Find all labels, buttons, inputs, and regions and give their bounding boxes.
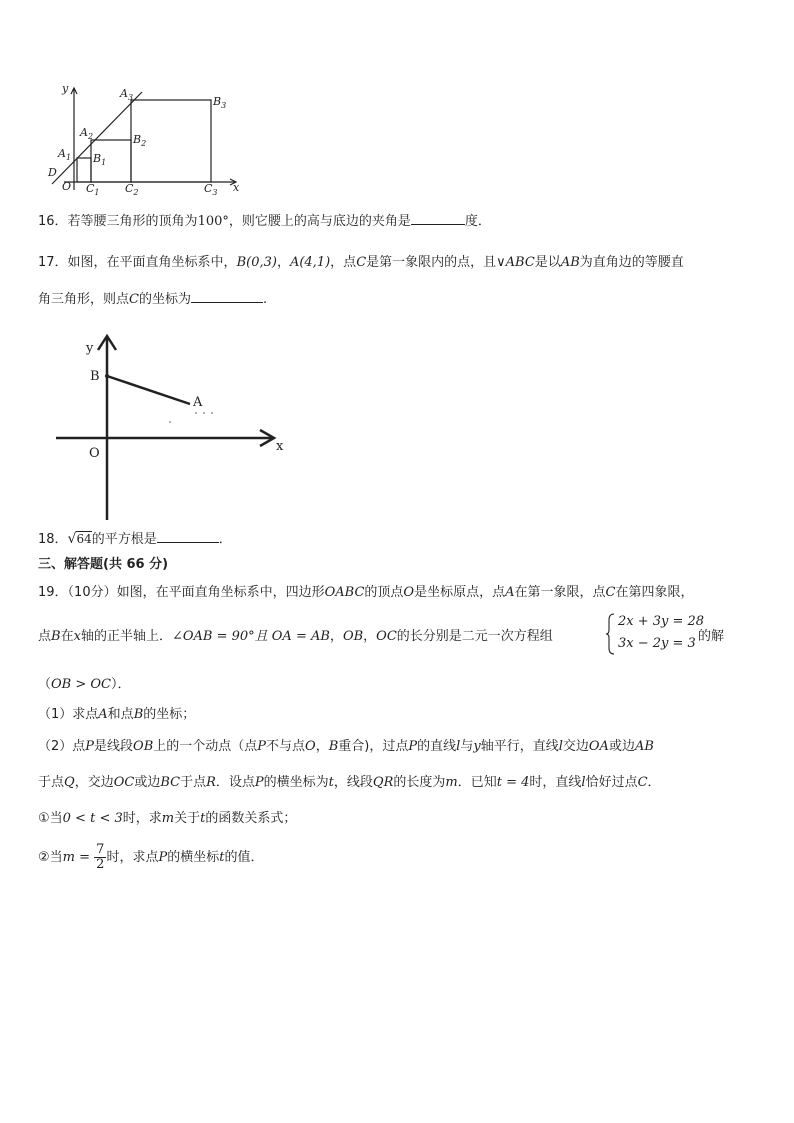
- question-18: 18．√64的平方根是 ．: [38, 531, 232, 547]
- svg-text:D: D: [48, 166, 57, 179]
- fraction: $\frac{7}{2}$: [96, 842, 105, 872]
- segment-ab: [107, 376, 190, 404]
- part-2-line-1: （2）点P是线段OB上的一个动点（点P不与点O，B重合)，过点P的直线l与y轴平行，直线l交边OA或边AB: [38, 739, 654, 754]
- question-17: 17．如图，在平面直角坐标系中，B(0,3)，A(4,1)，点C是第一象限内的点，且∨ABC是以AB为直角边的等腰直: [38, 255, 684, 270]
- answer-blank[interactable]: [157, 530, 219, 543]
- equation-suffix: 的解: [698, 629, 725, 644]
- svg-text:C3: $C_3$: [204, 182, 218, 197]
- sub-question-2: ②当m = $\frac{7}{2}$ 时，求点P的横坐标t的值．: [38, 842, 264, 872]
- section-title: 三、解答题(共 66 分): [38, 557, 169, 572]
- svg-text:A3: $A_3$: [120, 87, 134, 102]
- svg-text:B3: $B_3$: [213, 95, 227, 110]
- svg-text:A2: $A_2$: [80, 126, 94, 141]
- question-16: 16．若等腰三角形的顶角为100°，则它腰上的高与底边的夹角是 度．: [38, 214, 491, 229]
- part-1: （1）求点A和点B的坐标；: [38, 707, 196, 722]
- sqrt: √64: [67, 531, 92, 547]
- figure-1: [40, 80, 250, 198]
- svg-text:y: y: [62, 82, 69, 95]
- svg-text:y: y: [86, 341, 94, 356]
- sub-question-1: ①当0 < t < 3时，求m关于t的函数关系式；: [38, 811, 297, 826]
- svg-text:C2: $C_2$: [125, 182, 139, 197]
- svg-text:O: O: [89, 446, 100, 461]
- svg-text:x: x: [233, 181, 240, 194]
- svg-text:O: O: [62, 180, 72, 193]
- answer-blank[interactable]: [191, 290, 263, 303]
- figure-2: [52, 330, 292, 525]
- svg-text:A: A: [193, 395, 203, 410]
- question-17-line-2: 角三角形，则点C的坐标为 .: [38, 292, 268, 307]
- question-19-line-1: 19．（10分）如图，在平面直角坐标系中，四边形OABC的顶点O是坐标原点，点A在第一象限，点C在第四象限，: [38, 585, 694, 600]
- svg-text:B2: $B_2$: [133, 133, 147, 148]
- svg-text:A1: $A_1$: [58, 147, 72, 162]
- question-number: 16．: [38, 214, 68, 229]
- line-d: [52, 92, 142, 184]
- answer-blank[interactable]: [411, 212, 465, 225]
- svg-text:B: B: [90, 369, 100, 384]
- svg-text:x: x: [276, 439, 284, 454]
- question-19-line-3: （OB > OC）．: [38, 677, 131, 692]
- svg-text:C1: $C_1$: [86, 182, 100, 197]
- square-1: [77, 158, 91, 182]
- svg-text:B1: $B_1$: [93, 152, 107, 167]
- question-19-line-2: 点B在x轴的正半轴上．∠OAB = 90°且 OA = AB，OB，OC的长分别是二元一次方程组: [38, 629, 553, 644]
- part-2-line-2: 于点Q，交边OC或边BC于点R．设点P的横坐标为t，线段QR的长度为m．已知t = 4时，直线l恰好过点C．: [38, 775, 661, 790]
